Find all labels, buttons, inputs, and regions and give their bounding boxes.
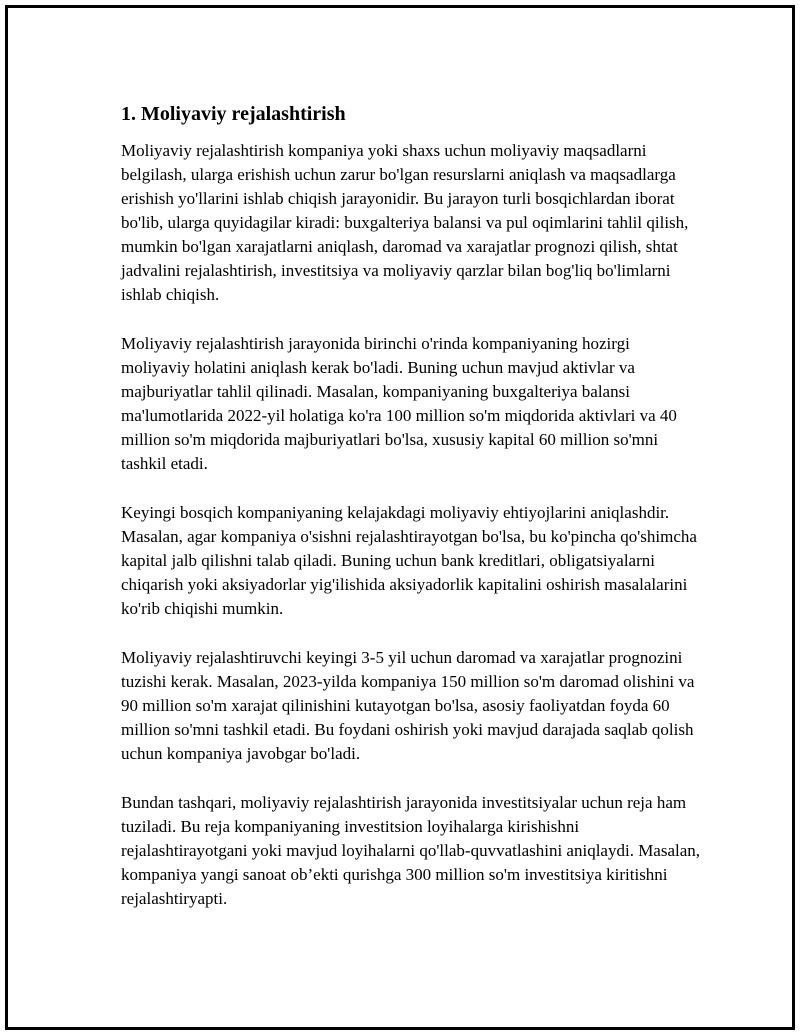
section-heading: 1. Moliyaviy rejalashtirish [121,103,346,125]
paragraph-4: Moliyaviy rejalashtiruvchi keyingi 3-5 yil uchun daromad va xarajatlar prognozini tuzishi kerak. Masalan, 2023-yilda kompaniya 150 million so'm daromad olishini va 90 million so'm xarajat qilinishini kutayotgan bo'lsa, asosiy faoliyatdan foyda 60 million so'mni tashkil etadi. Bu foydani oshirish yoki mavjud darajada saqlab qolish uchun kompaniya javobgar bo'ladi. [121,648,695,763]
paragraph-2: Moliyaviy rejalashtirish jarayonida birinchi o'rinda kompaniyaning hozirgi moliyaviy holatini aniqlash kerak bo'ladi. Buning uchun mavjud aktivlar va majburiyatlar tahlil qilinadi. Masalan, kompaniyaning buxgalteriya balansi ma'lumotlarida 2022-yil holatiga ko'ra 100 million so'm miqdorida aktivlari va 40 million so'm miqdorida majburiyatlari bo'lsa, xususiy kapital 60 million so'mni tashkil etadi. [121,334,677,473]
document-body [121,101,701,936]
page-frame [5,5,795,1030]
paragraph-3: Keyingi bosqich kompaniyaning kelajakdagi moliyaviy ehtiyojlarini aniqlashdir. Masalan, agar kompaniya o'sishni rejalashtirayotgan bo'lsa, bu ko'pincha qo'shimcha kapital jalb qilishni talab qiladi. Buning uchun bank kreditlari, obligatsiyalarni chiqarish yoki aksiyadorlar yig'ilishida aksiyadorlik kapitalini oshirish masalalarini ko'rib chiqishi mumkin. [121,503,697,618]
paragraph-5: Bundan tashqari, moliyaviy rejalashtirish jarayonida investitsiyalar uchun reja ham tuziladi. Bu reja kompaniyaning investitsion loyihalarga kirishishni rejalashtirayotgani yoki mavjud loyihalarni qo'llab-quvvatlashini aniqlaydi. Masalan, kompaniya yangi sanoat ob’ekti qurishga 300 million so'm investitsiya kiritishni rejalashtiryapti. [121,793,701,908]
paragraph-1: Moliyaviy rejalashtirish kompaniya yoki shaxs uchun moliyaviy maqsadlarni belgilash, ularga erishish uchun zarur bo'lgan resurslarni aniqlash va maqsadlarga erishish yo'llarini ishlab chiqish jarayonidir. Bu jarayon turli bosqichlardan iborat bo'lib, ularga quyidagilar kiradi: buxgalteriya balansi va pul oqimlarini tahlil qilish, mumkin bo'lgan xarajatlarni aniqlash, daromad va xarajatlar prognozi qilish, shtat jadvalini rejalashtirish, investitsiya va moliyaviy qarzlar bilan bog'liq bo'limlarni ishlab chiqish. [121,141,689,304]
